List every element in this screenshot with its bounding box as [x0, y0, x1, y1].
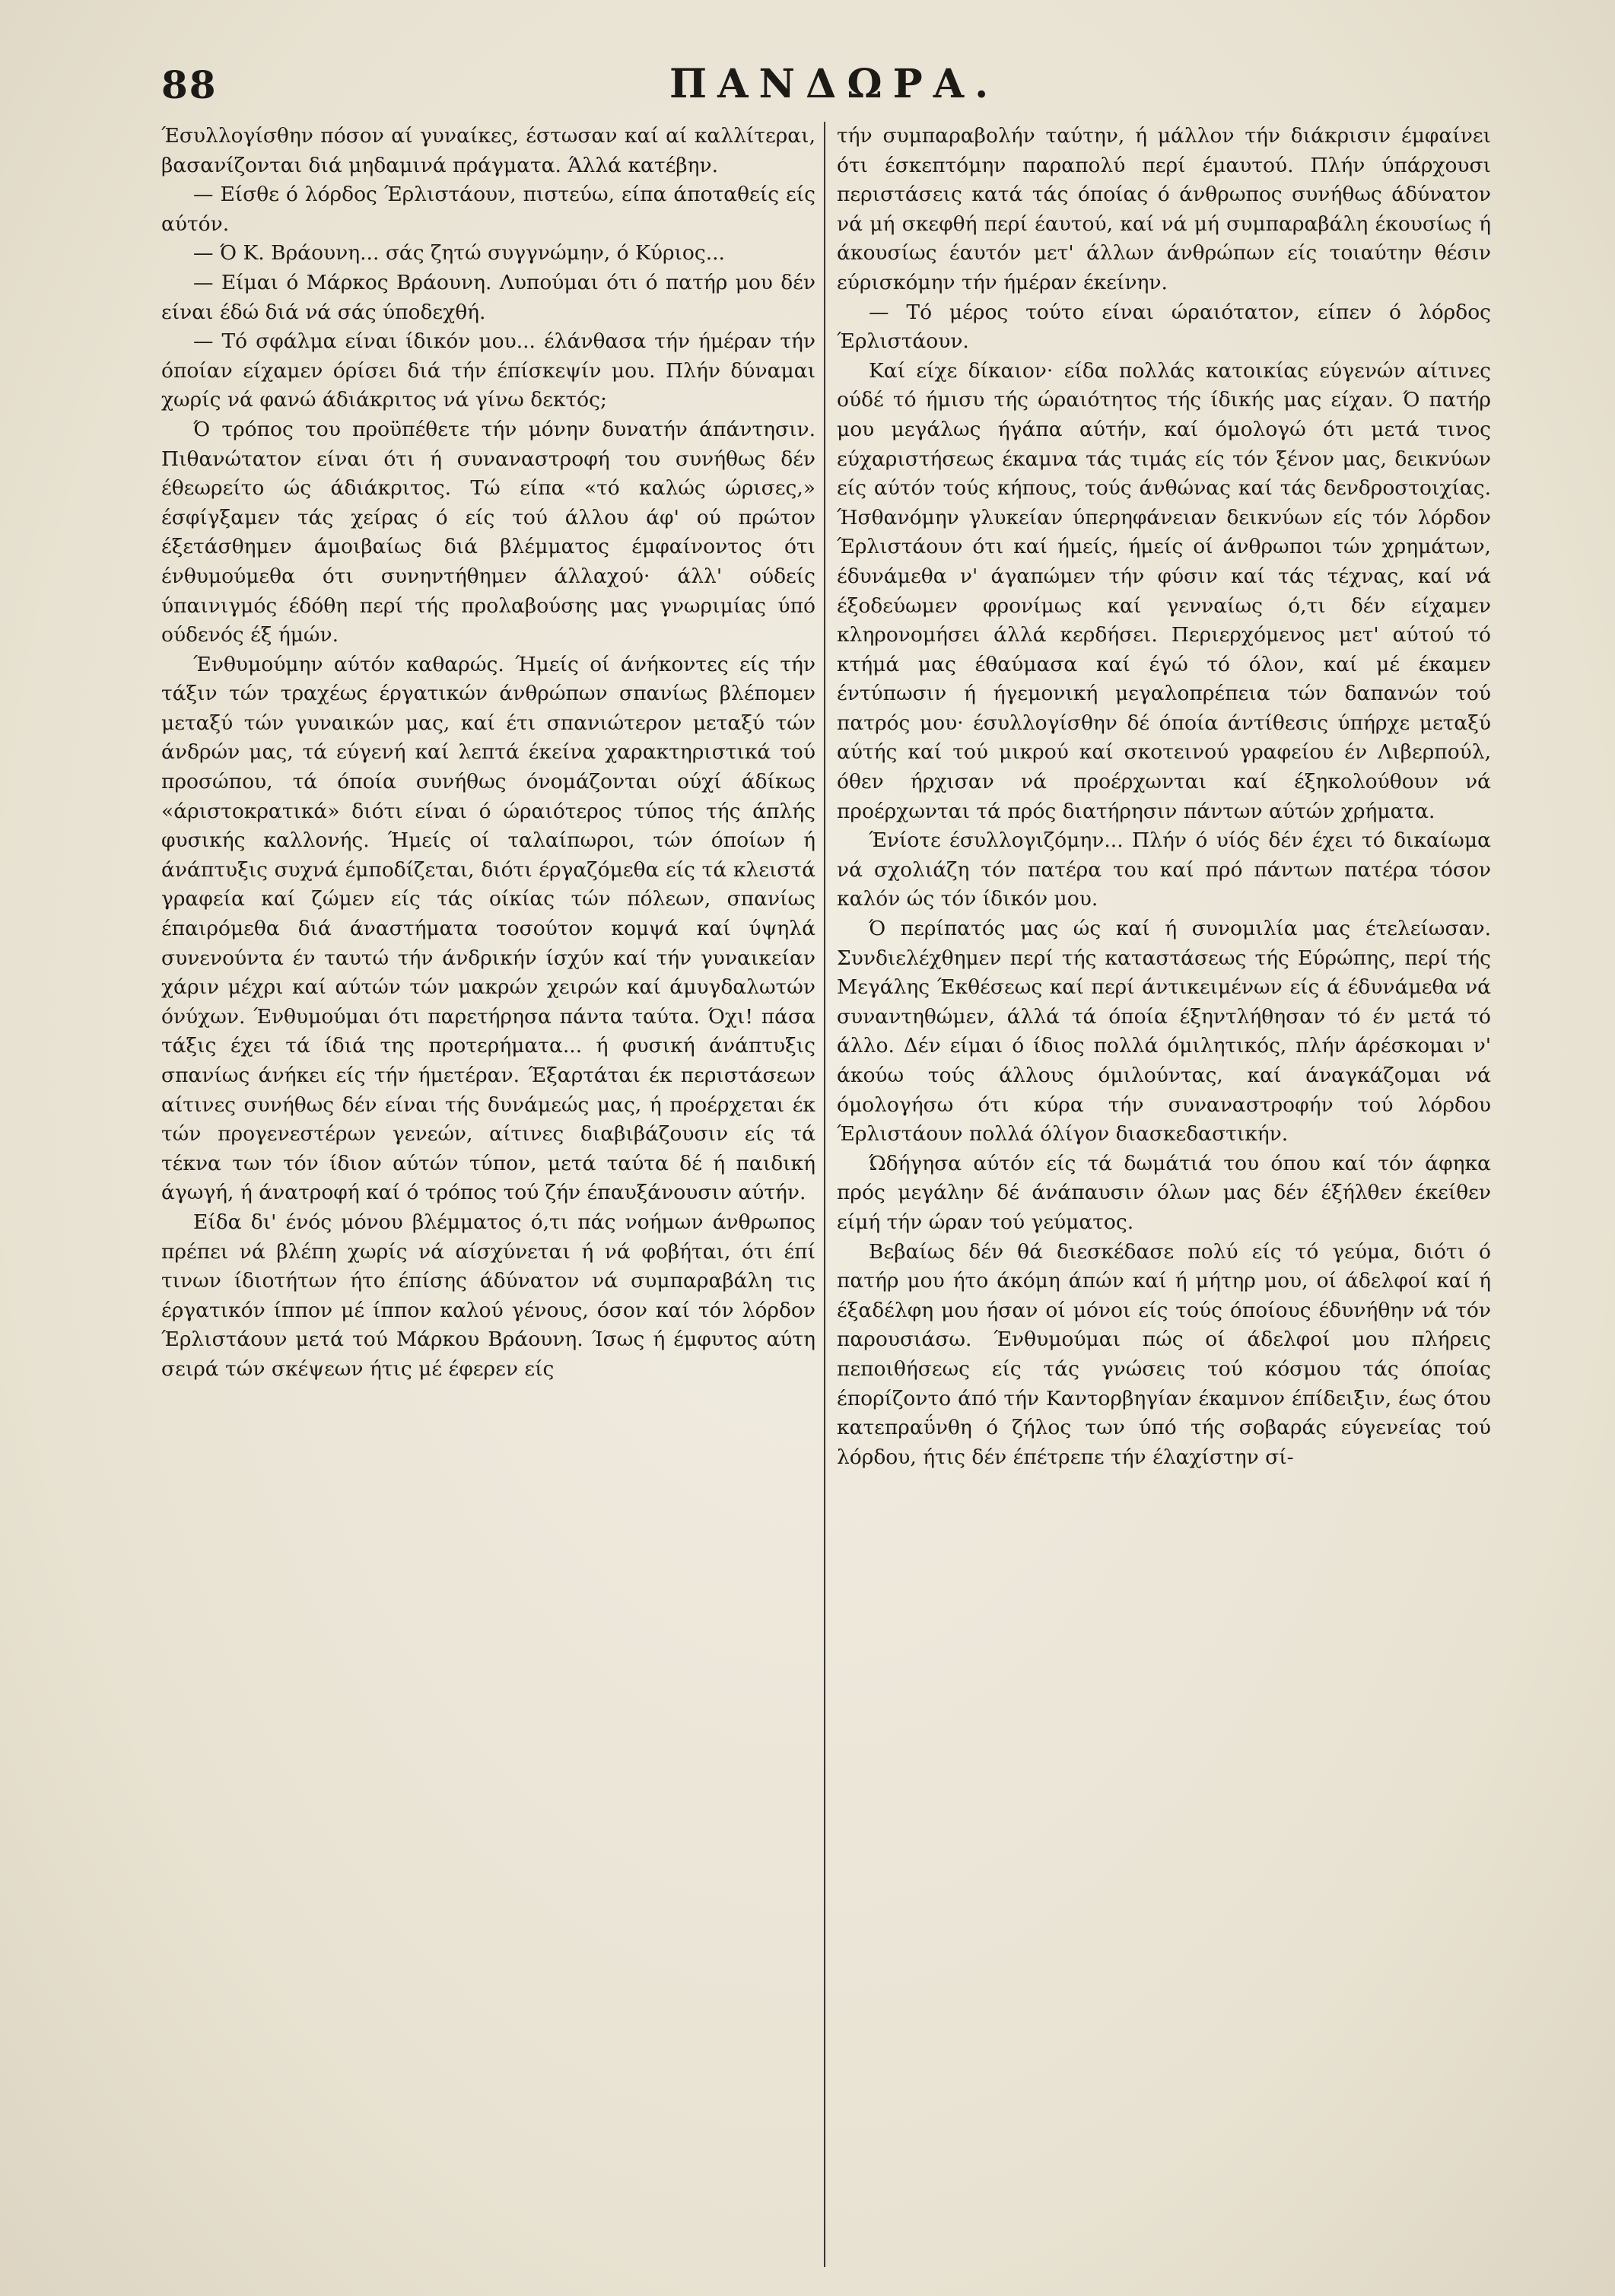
- paragraph: Έσυλλογίσθην πόσον αί γυναίκες, έστωσαν καί αί καλλίτεραι, βασανίζονται διά μηδαμινά πράγματα. Άλλά κατέβην.: [161, 124, 815, 177]
- paragraph: — Ό Κ. Βράουνη... σάς ζητώ συγγνώμην, ό Κύριος...: [193, 241, 725, 266]
- paragraph: — Τό μέρος τούτο είναι ώραιότατον, είπεν ό λόρδος Έρλιστάουν.: [837, 300, 1491, 354]
- paragraph: Ένθυμούμην αύτόν καθαρώς. Ήμείς οί άνήκοντες είς τήν τάξιν τών τραχέως έργατικών άνθρώπων σπανίως βλέπομεν μεταξύ τών γυναικών μας, καί έτι σπανιώτερον μεταξύ τών άνδρών μας, τά εύγενή καί λεπτά έκείνα χαρακτηριστικά τού προσώπου, τά όποία συνήθως όνομάζονται ούχί άδίκως «άριστοκρατικά» διότι είναι ό ώραιότερος τύπος τής άπλής φυσικής καλλονής. Ήμείς οί ταλαίπωροι, τών όποίων ή άνάπτυξις συχνά έμποδίζεται, διότι έργαζόμεθα είς τά κλειστά γραφεία καί ζώμεν είς τάς οίκίας τών πόλεων, σπανίως έπαιρόμεθα διά άναστήματα τοσούτον κομψά καί ύψηλά συνενούντα έν ταυτώ τήν άνδρικήν ίσχύν καί τήν γυναικείαν χάριν μέχρι καί αύτών τών μακρών χειρών καί άμυγδαλωτών όνύχων. Ένθυμούμαι ότι παρετήρησα πάντα ταύτα. Όχι! πάσα τάξις έχει τά ίδιά της προτερήματα... ή φυσική άνάπτυξις σπανίως άνήκει είς τήν ήμετέραν. Έξαρτάται έκ περιστάσεων αίτινες συνήθως δέν είναι τής δυνάμεώς μας, ή προέρχεται έκ τών προγενεστέρων γενεών, αίτινες διαβιβάζουσιν είς τά τέκνα των τόν ίδιον αύτών τύπον, μετά ταύτα δέ ή παιδική άγωγή, ή άνατροφή καί ό τρόπος τού ζήν έπαυξάνουσιν αύτήν.: [161, 652, 815, 1205]
- column-divider: [824, 122, 825, 2267]
- paragraph: Καί είχε δίκαιον· είδα πολλάς κατοικίας εύγενών αίτινες ούδέ τό ήμισυ τής ώραιότητος τής ίδικής μας είχαν. Ό πατήρ μου μεγάλως ήγάπα αύτήν, καί όμολογώ ότι μετά τινος εύχαριστήσεως έκαμνα τάς τιμάς είς τόν ξένον μας, δεικνύων είς αύτόν τούς κήπους, τούς άνθώνας καί τάς δενδροστοιχίας. Ήσθανόμην γλυκείαν ύπερηφάνειαν δεικνύων είς τόν λόρδον Έρλιστάουν ότι καί ήμείς, ήμείς οί άνθρωποι τών χρημάτων, έδυνάμεθα ν' άγαπώμεν τήν φύσιν καί τάς τέχνας, καί νά έξοδεύωμεν φρονίμως καί γενναίως ό,τι δέν είχαμεν κληρονομήσει άλλά κερδήσει. Περιερχόμενος μετ' αύτού τό κτήμά μας έθαύμασα καί έγώ τό όλον, καί μέ έκαμεν έντύπωσιν ή ήγεμονική μεγαλοπρέπεια τών δαπανών τού πατρός μου· έσυλλογίσθην δέ όποία άντίθεσις ύπήρχε μεταξύ αύτής καί τού μικρού καί σκοτεινού γραφείου έν Λιβερπούλ, όθεν ήρχισαν νά προέρχωνται καί έξηκολούθουν νά προέρχωνται τά πρός διατήρησιν πάντων αύτών χρήματα.: [837, 358, 1491, 823]
- paragraph: — Είσθε ό λόρδος Έρλιστάουν, πιστεύω, είπα άποταθείς είς αύτόν.: [161, 183, 815, 236]
- paragraph: Είδα δι' ένός μόνου βλέμματος ό,τι πάς νοήμων άνθρωπος πρέπει νά βλέπη χωρίς νά αίσχύνεται ή νά φοβήται, ότι έπί τινων ίδιοτήτων ήτο έπίσης άδύνατον νά συμπαραβάλη τις έργατικόν ίππον μέ ίππον καλού γένους, όσον καί τόν λόρδον Έρλιστάουν μετά τού Μάρκου Βράουνη. Ίσως ή έμφυτος αύτη σειρά τών σκέψεων ήτις μέ έφερεν είς: [161, 1210, 815, 1381]
- paragraph: Ώδήγησα αύτόν είς τά δωμάτιά του όπου καί τόν άφηκα πρός μεγάλην δέ άνάπαυσιν όλων μας δέν έξήλθεν έκείθεν είμή τήν ώραν τού γεύματος.: [837, 1151, 1491, 1234]
- right-column: [837, 122, 1491, 1472]
- paragraph: Ό περίπατός μας ώς καί ή συνομιλία μας έτελείωσαν. Συνδιελέχθημεν περί τής καταστάσεως τής Εύρώπης, περί τής Μεγάλης Έκθέσεως καί περί άντικειμένων είς ά έδυνάμεθα νά συναντηθώμεν, άλλά τά όποία έξηντλήθησαν τό έν μετά τό άλλο. Δέν είμαι ό ίδιος πολλά όμιλητικός, πλήν άρέσκομαι ν' άκούω τούς άλλους όμιλούντας, καί άναγκάζομαι νά όμολογήσω ότι κύρα τήν συναναστροφήν τού λόρδου Έρλιστάουν πολλά όλίγον διασκεδαστικήν.: [837, 917, 1491, 1146]
- paragraph: Βεβαίως δέν θά διεσκέδασε πολύ είς τό γεύμα, διότι ό πατήρ μου ήτο άκόμη άπών καί ή μήτηρ μου, οί άδελφοί καί ή έξαδέλφη μου ήσαν οί μόνοι είς τούς όποίους έδυνήθην νά τόν παρουσιάσω. Ένθυμούμαι πώς οί άδελφοί μου πλήρεις πεποιθήσεως είς τάς γνώσεις τού κόσμου τάς όποίας έπορίζοντο άπό τήν Καντορβηγίαν έκαμνον έπίδειξιν, έως ότου κατεπραΰνθη ό ζήλος των ύπό τής σοβαράς εύγενείας τού λόρδου, ήτις δέν έπέτρεπε τήν έλαχίστην σί-: [837, 1239, 1491, 1469]
- running-title: ΠΑΝΔΩΡΑ.: [669, 61, 1000, 107]
- paragraph: — Είμαι ό Μάρκος Βράουνη. Λυπούμαι ότι ό πατήρ μου δέν είναι έδώ διά νά σάς ύποδεχθή.: [161, 270, 815, 324]
- paragraph: — Τό σφάλμα είναι ίδικόν μου... έλάνθασα τήν ήμέραν τήν όποίαν είχαμεν όρίσει διά τήν έπίσκεψίν μου. Πλήν δύναμαι χωρίς νά φανώ άδιάκριτος νά γίνω δεκτός;: [161, 329, 815, 412]
- paragraph: Ό τρόπος του προϋπέθετε τήν μόνην δυνατήν άπάντησιν. Πιθανώτατον είναι ότι ή συναναστροφή του συνήθως δέν έθεωρείτο ώς άδιάκριτος. Τώ είπα «τό καλώς ώρισες,» έσφίγξαμεν τάς χείρας ό είς τού άλλου άφ' ού πρώτον έξετάσθημεν άμοιβαίως διά βλέμματος έμφαίνοντος ότι ένθυμούμεθα ότι συνηντήθημεν άλλαχού· άλλ' ούδείς ύπαινιγμός έδόθη περί τής προλαβούσης μας γνωριμίας ύπό ούδενός έξ ήμών.: [161, 417, 815, 647]
- paragraph: τήν συμπαραβολήν ταύτην, ή μάλλον τήν διάκρισιν έμφαίνει ότι έσκεπτόμην παραπολύ περί έμαυτού. Πλήν ύπάρχουσι περιστάσεις κατά τάς όποίας ό άνθρωπος συνήθως άδύνατον νά μή σκεφθή περί έαυτού, καί νά μή συμπαραβάλη έκουσίως ή άκουσίως έαυτόν μετ' άλλων άνθρώπων είς τοιαύτην θέσιν εύρισκόμην τήν ήμέραν έκείνην.: [837, 124, 1491, 294]
- page-number: 88: [161, 62, 218, 107]
- left-column: [161, 122, 815, 1385]
- paragraph: Ένίοτε έσυλλογιζόμην... Πλήν ό υίός δέν έχει τό δικαίωμα νά σχολιάζη τόν πατέρα του καί πρό πάντων πατέρα τόσον καλόν ώς τόν ίδικόν μου.: [837, 828, 1491, 911]
